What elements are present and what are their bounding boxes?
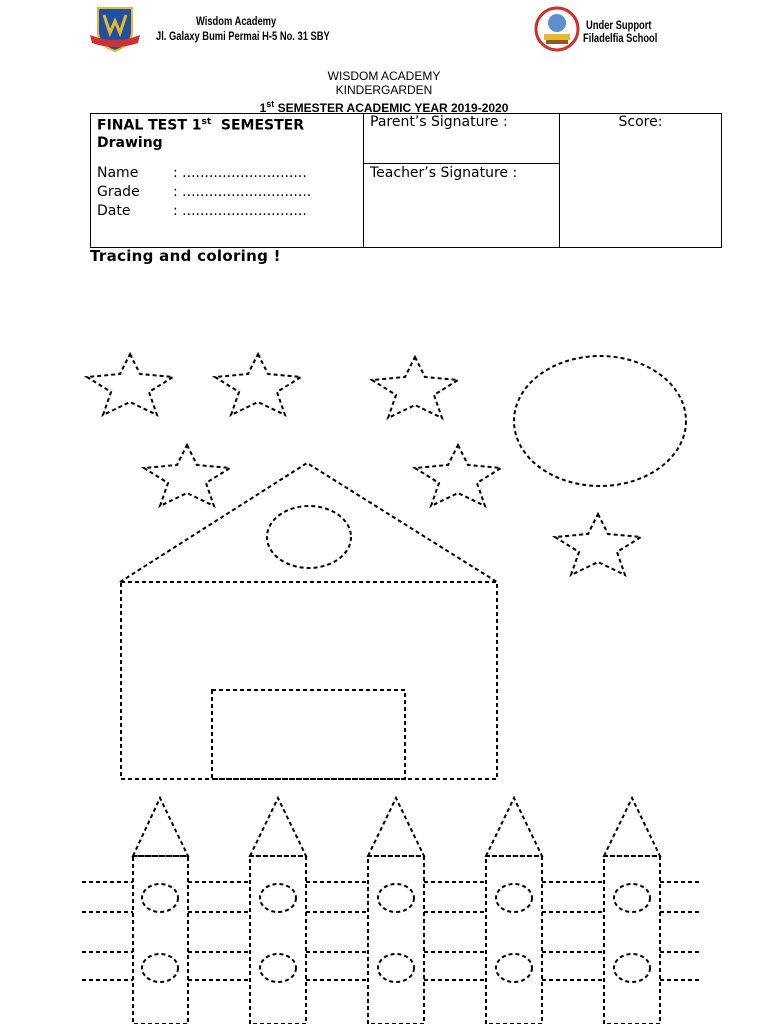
school-address: Jl. Galaxy Bumi Permai H-5 No. 31 SBY xyxy=(156,29,330,43)
score-cell[interactable]: Score: xyxy=(560,114,722,248)
parent-signature-cell[interactable]: Parent’s Signature : xyxy=(364,114,560,164)
test-info-cell: FINAL TEST 1st SEMESTER Drawing Name : ............................ Grade : ............................. Date : ............................ xyxy=(91,114,364,248)
moon-circle xyxy=(514,356,686,486)
date-field[interactable]: Date : ............................ xyxy=(97,202,307,219)
support-line1: Under Support xyxy=(586,18,652,32)
house-body xyxy=(121,582,497,779)
title-semester: 1st SEMESTER ACADEMIC YEAR 2019-2020 xyxy=(259,99,509,115)
tracing-drawing[interactable] xyxy=(0,330,768,1024)
title-school: WISDOM ACADEMY xyxy=(327,69,441,83)
fence-picket xyxy=(250,798,306,1024)
fence-picket xyxy=(486,798,542,1024)
filadelfia-school-logo xyxy=(534,6,580,52)
star-icon xyxy=(87,354,173,415)
instruction-text: Tracing and coloring ! xyxy=(90,247,281,265)
house-roof xyxy=(120,463,497,582)
wisdom-academy-logo xyxy=(88,5,142,53)
star-icon xyxy=(215,354,301,415)
grade-field[interactable]: Grade : ............................. xyxy=(97,183,312,200)
star-icon xyxy=(555,514,641,575)
name-field[interactable]: Name : ............................ xyxy=(97,164,307,181)
house-window xyxy=(267,506,351,568)
support-line2: Filadelfia School xyxy=(583,31,658,45)
fence-picket xyxy=(604,798,660,1024)
fence-picket xyxy=(368,798,424,1024)
house-door xyxy=(212,690,405,779)
fence-picket xyxy=(133,798,188,1024)
subject-label: Drawing xyxy=(97,134,163,151)
teacher-signature-cell[interactable]: Teacher’s Signature : xyxy=(364,164,560,248)
star-icon xyxy=(144,445,230,506)
title-level: KINDERGARDEN xyxy=(335,83,433,97)
student-info-table xyxy=(90,113,722,248)
school-name: Wisdom Academy xyxy=(196,14,277,28)
star-icon xyxy=(415,445,501,506)
star-icon xyxy=(372,357,458,418)
